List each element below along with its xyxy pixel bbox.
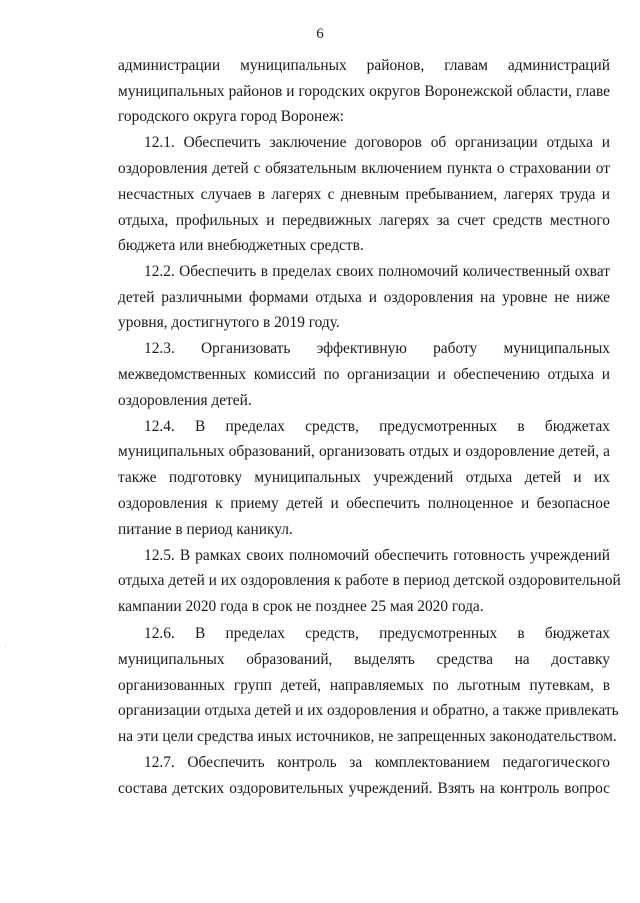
text-line: оздоровления детей с обязательным включением пункта о страховании от [118, 160, 610, 177]
margin-scan-mark: · [4, 641, 7, 651]
text-line: городского округа город Воронеж: [118, 108, 345, 125]
text-line: уровня, достигнутого в 2019 году. [118, 314, 340, 331]
paragraph-first-line: 12.7. Обеспечить контроль за комплектованием педагогического [144, 754, 610, 771]
paragraph-first-line: 12.5. В рамках своих полномочий обеспечить готовность учреждений [144, 547, 610, 564]
text-line: бюджета или внебюджетных средств. [118, 237, 364, 254]
paragraph-first-line: 12.4. В пределах средств, предусмотренных в бюджетах [144, 418, 610, 435]
text-line: организации отдыха детей и их оздоровления и обратно, а также привлекать [118, 702, 619, 719]
text-line: межведомственных комиссий по организации и обеспечению отдыха и [118, 366, 610, 383]
text-line: детей различными формами отдыха и оздоровления на уровне не ниже [118, 289, 610, 306]
text-line: состава детских оздоровительных учреждений. Взять на контроль вопрос [118, 780, 610, 797]
text-line: отдыха детей и их оздоровления к работе в период детской оздоровительной [118, 572, 621, 589]
text-line: организованных групп детей, направляемых по льготным путевкам, в [118, 677, 610, 694]
text-line: отдыха, профильных и передвижных лагерях за счет средств местного [118, 212, 610, 229]
text-line: также подготовку муниципальных учреждений отдыха детей и их [118, 469, 610, 486]
text-line: оздоровления детей. [118, 392, 252, 409]
paragraph-first-line: 12.1. Обеспечить заключение договоров об организации отдыха и [144, 134, 610, 151]
text-line: оздоровления к приему детей и обеспечить полноценное и безопасное [118, 495, 610, 512]
paragraph-first-line: 12.6. В пределах средств, предусмотренных в бюджетах [144, 625, 610, 642]
text-line: кампании 2020 года в срок не позднее 25 мая 2020 года. [118, 598, 484, 615]
text-line: администрации муниципальных районов, главам администраций [118, 57, 610, 74]
paragraph-first-line: 12.2. Обеспечить в пределах своих полномочий количественный охват [144, 263, 610, 280]
text-line: муниципальных образований, выделять средства на доставку [118, 651, 610, 668]
text-line: муниципальных образований, организовать отдых и оздоровление детей, а [118, 443, 610, 460]
paragraph-first-line: 12.3. Организовать эффективную работу муниципальных [144, 340, 610, 357]
text-line: на эти цели средства иных источников, не запрещенных законодательством. [118, 728, 617, 745]
text-line: муниципальных районов и городских округов Воронежской области, главе [118, 83, 610, 100]
text-line: несчастных случаев в лагерях с дневным пребыванием, лагерях труда и [118, 186, 610, 203]
text-line: питание в период каникул. [118, 521, 293, 538]
page-number: 6 [316, 26, 324, 42]
